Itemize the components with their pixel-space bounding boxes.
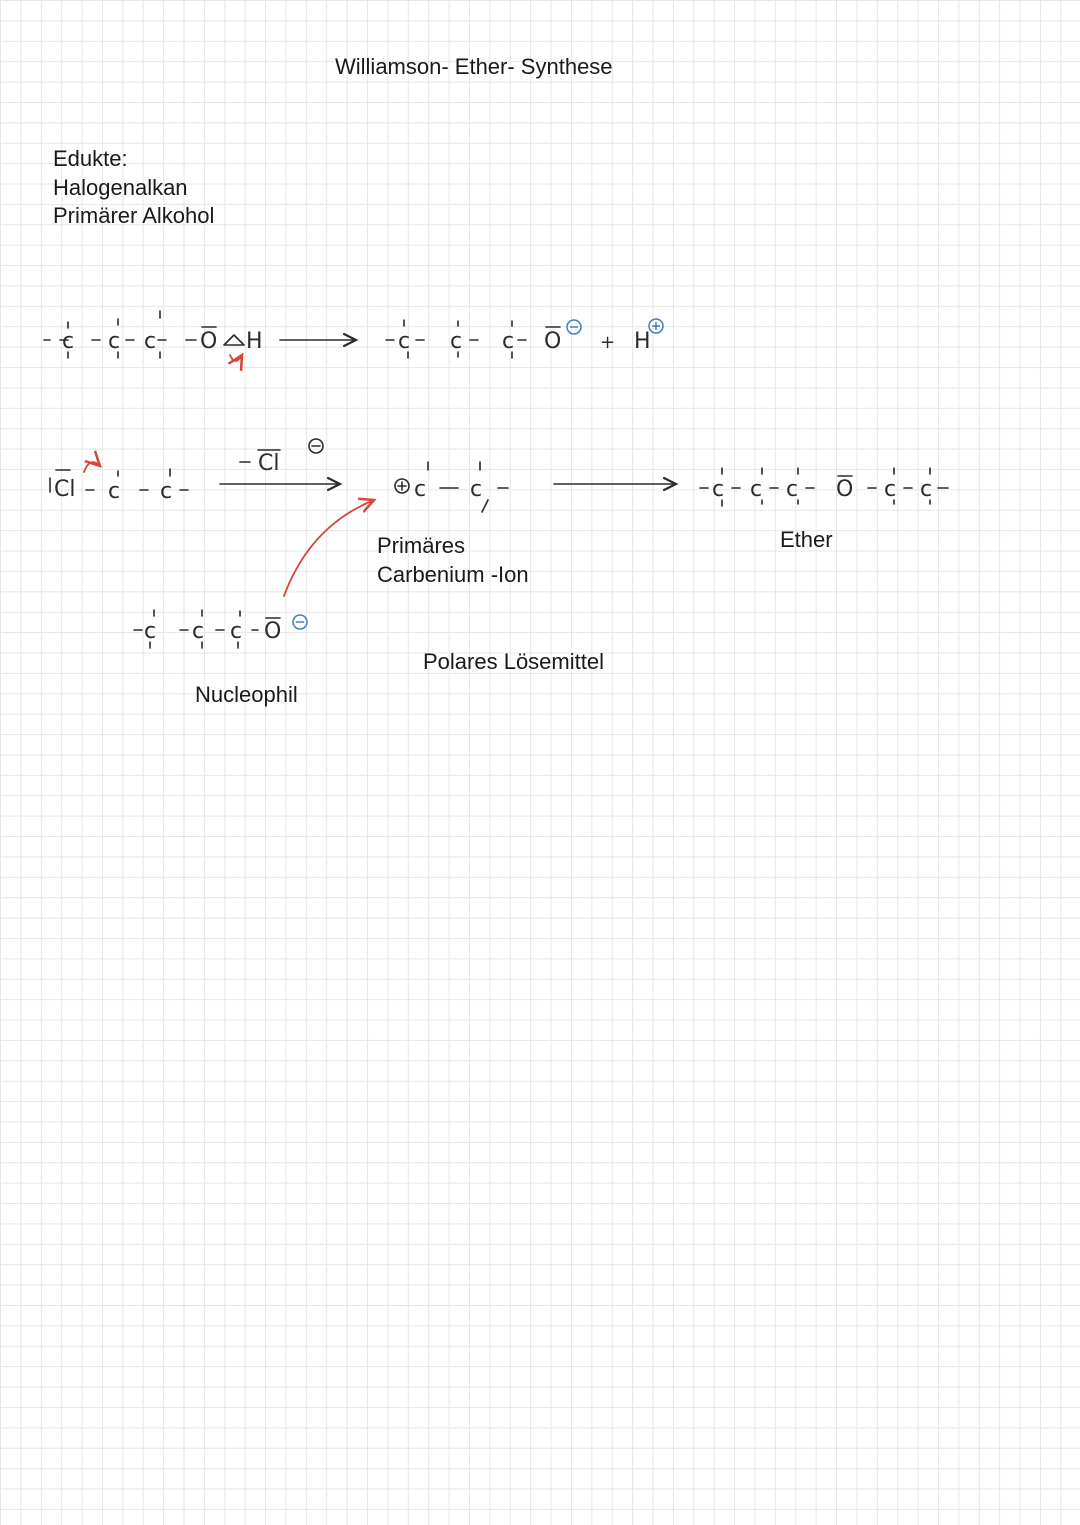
svg-text:O: O: [836, 477, 854, 502]
alcohol-structure: [44, 311, 263, 361]
svg-text:c: c: [884, 477, 897, 502]
svg-text:c: c: [62, 329, 75, 354]
carbenium-label-line1: Primäres: [377, 533, 466, 558]
page-title: Williamson- Ether- Synthese: [335, 54, 613, 79]
svg-text:c: c: [398, 329, 411, 354]
edukte-item-alkohol: Primärer Alkohol: [53, 203, 215, 228]
svg-text:c: c: [144, 329, 157, 354]
svg-text:c: c: [144, 619, 157, 644]
svg-text:O: O: [544, 329, 562, 354]
edukte-heading: Edukte:: [53, 146, 128, 171]
svg-text:c: c: [502, 329, 515, 354]
nucleophile-structure: [134, 610, 307, 648]
svg-text:c: c: [786, 477, 799, 502]
chloride-leaving-group: [240, 439, 323, 476]
svg-text:c: c: [160, 479, 173, 504]
svg-text:H: H: [634, 329, 651, 354]
carbenium-structure: [395, 462, 508, 512]
svg-text:c: c: [920, 477, 933, 502]
svg-text:c: c: [192, 619, 205, 644]
svg-text:Cl: Cl: [258, 451, 280, 476]
nucleophile-attack-arrow: [284, 500, 374, 596]
nucleophil-label: Nucleophil: [195, 682, 298, 707]
svg-text:c: c: [230, 619, 243, 644]
halogenalkane-structure: [50, 462, 188, 504]
svg-text:c: c: [712, 477, 725, 502]
svg-text:H: H: [246, 329, 263, 354]
svg-text:c: c: [414, 477, 427, 502]
svg-text:c: c: [450, 329, 463, 354]
svg-text:O: O: [200, 329, 218, 354]
ether-structure: [700, 468, 948, 506]
ether-label: Ether: [780, 527, 833, 552]
carbenium-label-line2: Carbenium -Ion: [377, 561, 529, 587]
alkoxide-structure: [386, 319, 663, 358]
svg-text:c: c: [750, 477, 763, 502]
svg-text:c: c: [108, 329, 121, 354]
svg-text:c: c: [470, 477, 483, 502]
svg-text:O: O: [264, 619, 282, 644]
svg-text:Cl: Cl: [54, 477, 76, 502]
svg-text:c: c: [108, 479, 121, 504]
svg-text:+: +: [600, 332, 616, 353]
solvent-label: Polares Lösemittel: [423, 649, 604, 674]
edukte-item-halogenalkan: Halogenalkan: [53, 174, 188, 200]
